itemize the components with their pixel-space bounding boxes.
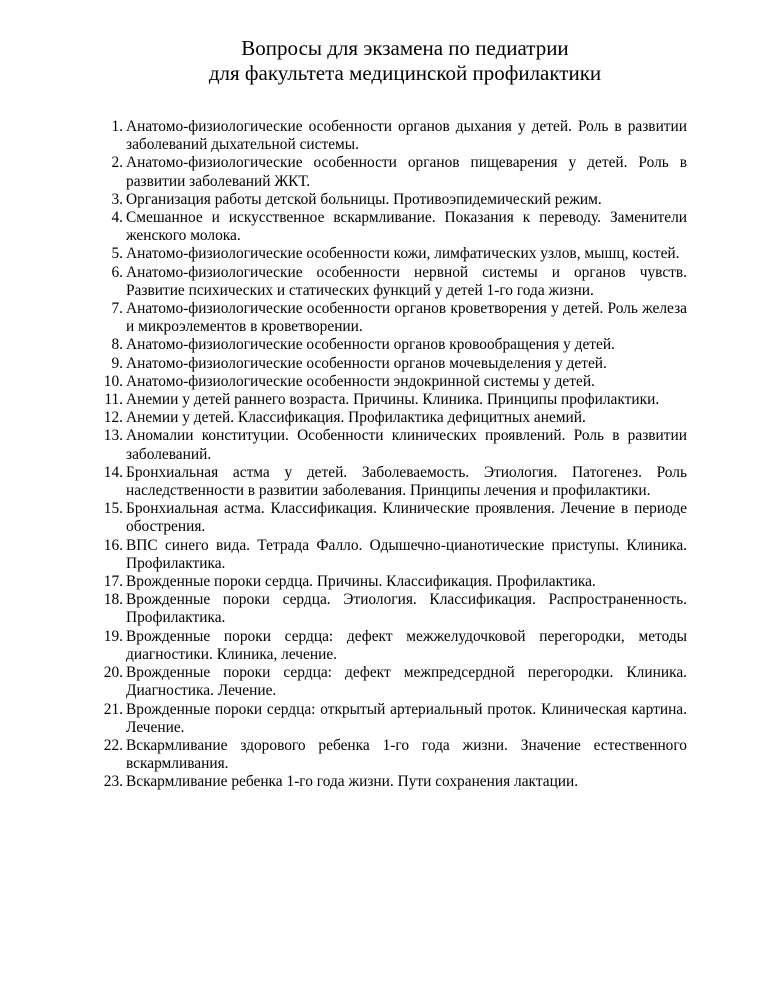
question-text: Анемии у детей раннего возраста. Причины. Клиника. Принципы профилактики. bbox=[126, 391, 660, 409]
question-item bbox=[103, 664, 687, 700]
question-item bbox=[111, 209, 687, 245]
question-number: 5. bbox=[111, 245, 123, 263]
question-text: Анемии у детей. Классификация. Профилактика дефицитных анемий. bbox=[126, 409, 586, 427]
question-text: Врожденные пороки сердца. Этиология. Классификация. Распространенность. Профилактика. bbox=[126, 591, 687, 627]
question-item bbox=[103, 536, 687, 573]
question-number: 23. bbox=[103, 773, 123, 791]
question-item bbox=[103, 736, 687, 773]
question-number: 11. bbox=[104, 391, 123, 409]
question-item bbox=[103, 627, 687, 664]
question-number: 14. bbox=[103, 463, 123, 481]
question-item bbox=[103, 372, 687, 391]
question-text: Врожденные пороки сердца: дефект межжелудочковой перегородки, методы диагностики. Клиника, лечение. bbox=[126, 627, 687, 663]
question-number: 8. bbox=[111, 336, 123, 354]
title-line-1: Вопросы для экзамена по педиатрии bbox=[241, 36, 569, 60]
question-item bbox=[103, 500, 687, 536]
question-item bbox=[103, 409, 687, 427]
question-text: Смешанное и искусственное вскармливание. Показания к переводу. Заменители женского молока. bbox=[126, 209, 687, 245]
question-text: Анатомо-физиологические особенности органов кроветворения у детей. Роль железа и микроэлементов в кроветворении. bbox=[126, 300, 687, 336]
question-text: Анатомо-физиологические особенности кожи, лимфатических узлов, мышц, костей. bbox=[126, 245, 680, 263]
title-line-2: для факультета медицинской профилактики bbox=[208, 61, 602, 85]
question-text: Врожденные пороки сердца: открытый артериальный проток. Клиническая картина. Лечение. bbox=[126, 700, 687, 736]
question-item bbox=[104, 391, 687, 409]
question-number: 22. bbox=[103, 736, 123, 754]
question-item bbox=[103, 773, 687, 791]
question-text: Аномалии конституции. Особенности клинических проявлений. Роль в развитии заболеваний. bbox=[126, 427, 687, 463]
question-text: Врожденные пороки сердца: дефект межпредсердной перегородки. Клиника. Диагностика. Лечение. bbox=[126, 664, 687, 700]
question-text: Бронхиальная астма. Классификация. Клинические проявления. Лечение в периоде обострения. bbox=[126, 500, 687, 536]
question-list bbox=[103, 118, 718, 792]
question-text: Вскармливание здорового ребенка 1-го года жизни. Значение естественного вскармливания. bbox=[126, 736, 687, 773]
question-number: 9. bbox=[111, 354, 123, 372]
question-item bbox=[111, 263, 687, 300]
question-text: Анатомо-физиологические особенности органов дыхания у детей. Роль в развитии заболеваний дыхательной системы. bbox=[126, 118, 687, 154]
question-number: 17. bbox=[103, 573, 123, 591]
question-text: Анатомо-физиологические особенности органов мочевыделения у детей. bbox=[126, 354, 607, 372]
question-number: 4. bbox=[111, 209, 123, 227]
question-number: 21. bbox=[103, 700, 123, 718]
question-number: 20. bbox=[103, 664, 123, 682]
question-number: 13. bbox=[103, 427, 123, 445]
question-item bbox=[103, 463, 687, 500]
question-item bbox=[111, 336, 687, 354]
question-number: 10. bbox=[103, 372, 123, 390]
question-item bbox=[103, 427, 687, 463]
question-number: 16. bbox=[103, 536, 123, 554]
question-number: 7. bbox=[111, 300, 123, 318]
question-text: Бронхиальная астма у детей. Заболеваемость. Этиология. Патогенез. Роль наследственности в развитии заболевания. Принципы лечения и профилактики. bbox=[126, 463, 687, 500]
question-item bbox=[103, 591, 687, 627]
question-item bbox=[111, 190, 687, 209]
question-text: Анатомо-физиологические особенности органов пищеварения у детей. Роль в развитии заболеваний ЖКТ. bbox=[126, 154, 687, 190]
question-number: 12. bbox=[103, 409, 123, 427]
question-number: 6. bbox=[111, 263, 123, 281]
question-text: Врожденные пороки сердца. Причины. Классификация. Профилактика. bbox=[126, 573, 596, 591]
question-text: ВПС синего вида. Тетрада Фалло. Одышечно-цианотические приступы. Клиника. Профилактика. bbox=[126, 536, 687, 572]
question-number: 2. bbox=[111, 154, 123, 172]
question-number: 3. bbox=[111, 190, 123, 208]
question-item bbox=[103, 573, 687, 591]
question-item bbox=[111, 118, 687, 154]
question-item bbox=[111, 354, 687, 373]
question-text: Организация работы детской больницы. Противоэпидемический режим. bbox=[126, 190, 602, 208]
question-number: 18. bbox=[103, 591, 123, 609]
question-item bbox=[111, 300, 687, 336]
question-item bbox=[103, 700, 687, 737]
question-number: 19. bbox=[103, 627, 123, 645]
question-text: Анатомо-физиологические особенности эндокринной системы у детей. bbox=[126, 372, 595, 390]
page-title bbox=[50, 36, 760, 86]
question-number: 15. bbox=[103, 500, 123, 518]
question-number: 1. bbox=[111, 118, 123, 135]
question-text: Анатомо-физиологические особенности нервной системы и органов чувств. Развитие психических и статических функций у детей 1-го года жизни. bbox=[126, 263, 687, 299]
question-item bbox=[111, 245, 687, 263]
question-text: Анатомо-физиологические особенности органов кровообращения у детей. bbox=[126, 336, 615, 354]
question-text: Вскармливание ребенка 1-го года жизни. Пути сохранения лактации. bbox=[126, 773, 579, 791]
question-item bbox=[111, 154, 687, 190]
